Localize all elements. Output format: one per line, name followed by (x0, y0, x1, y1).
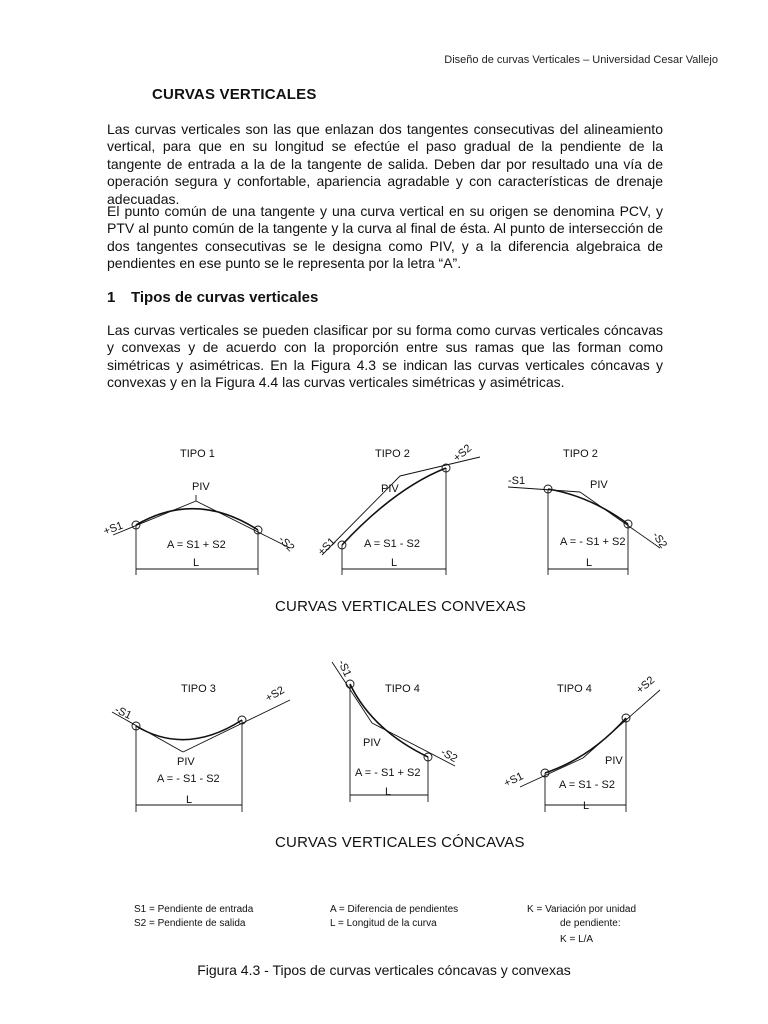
label-s-entry: -S1 (335, 658, 354, 679)
legend-k-line3: K = L/A (560, 934, 594, 945)
label-s-entry: -S1 (112, 703, 134, 722)
label-piv: PIV (192, 481, 210, 493)
page-title: CURVAS VERTICALES (152, 86, 317, 103)
diagram-concave-tipo3 (112, 700, 290, 812)
paragraph-pcv-ptv: El punto común de una tangente y una curva vertical en su origen se denomina PCV, y PTV al punto común de la tangente y la curva al final de ésta. Al punto de intersección de dos tangentes consecutivas se le designa como PIV, y a la diferencia algebraica de pendientes en ese punto se le representa por la letra “A”. (107, 203, 663, 272)
legend-s1: S1 = Pendiente de entrada (134, 904, 254, 915)
label-length: L (193, 557, 200, 569)
convex-heading: CURVAS VERTICALES CONVEXAS (275, 598, 527, 615)
section-number: 1 (107, 289, 116, 306)
label-s-exit: +S2 (634, 674, 658, 697)
diagram-convex-tipo2-a (322, 457, 480, 575)
label-length: L (385, 786, 392, 798)
label-piv: PIV (590, 479, 608, 491)
label-formula: A = - S1 - S2 (157, 773, 220, 785)
legend-a: A = Diferencia de pendientes (330, 904, 459, 915)
diagram-convex-tipo2-b (508, 485, 660, 575)
label-formula: A = S1 - S2 (364, 538, 420, 550)
concave-heading: CURVAS VERTICALES CÓNCAVAS (275, 834, 525, 851)
vertical-curve (136, 509, 258, 530)
running-header: Diseño de curvas Verticales – Universidad Cesar Vallejo (444, 54, 718, 66)
section-title: Tipos de curvas verticales (131, 289, 319, 306)
label-formula: A = S1 + S2 (167, 539, 226, 551)
legend-k-line1: K = Variación por unidad (527, 904, 637, 915)
paragraph-definition: Las curvas verticales son las que enlazan dos tangentes consecutivas del alineamiento vertical, para que en su longitud se efectúe el paso gradual de la pendiente de la tangente de entrada a la de la tangente de salida. Deben dar por resultado una vía de operación segura y confortable, apariencia agradable y con características de drenaje adecuadas. (107, 121, 663, 207)
label-formula: A = - S1 + S2 (355, 767, 421, 779)
figure-legend (134, 904, 636, 945)
paragraph-classification: Las curvas verticales se pueden clasificar por su forma como curvas verticales cóncavas y convexas y de acuerdo con la proporción entre sus ramas que las forman como simétricas y asimétricas. En la Figura 4.3 se indican las curvas verticales cóncavas y convexas y en la Figura 4.4 las curvas verticales simétricas y asimétricas. (107, 322, 663, 391)
label-s-exit: +S2 (451, 442, 475, 465)
legend-k-line2: de pendiente: (560, 918, 621, 929)
tangent-entry (113, 501, 196, 535)
label-type: TIPO 2 (375, 448, 410, 460)
label-piv: PIV (605, 755, 623, 767)
label-length: L (186, 794, 193, 806)
label-s-entry: +S1 (315, 535, 339, 559)
legend-l: L = Longitud de la curva (330, 918, 437, 929)
label-s-exit: -S2 (438, 746, 460, 766)
label-length: L (586, 557, 593, 569)
label-s-entry: -S1 (508, 475, 526, 487)
label-length: L (583, 800, 590, 812)
label-s-exit: -S2 (275, 533, 297, 555)
legend-s2: S2 = Pendiente de salida (134, 918, 246, 929)
label-type: TIPO 4 (557, 683, 592, 695)
label-length: L (391, 557, 398, 569)
label-piv: PIV (363, 737, 381, 749)
label-formula: A = S1 - S2 (559, 779, 615, 791)
diagram-convex-tipo1 (113, 495, 290, 575)
label-s-exit: -S2 (649, 529, 670, 551)
label-s-exit: +S2 (263, 684, 287, 705)
diagram-concave-tipo4-b (520, 690, 660, 812)
label-formula: A = - S1 + S2 (560, 536, 626, 548)
label-piv: PIV (177, 756, 195, 768)
label-s-entry: +S1 (101, 519, 125, 538)
label-type: TIPO 4 (385, 683, 420, 695)
figure-caption: Figura 4.3 - Tipos de curvas verticales cóncavas y convexas (197, 962, 571, 978)
label-type: TIPO 2 (563, 448, 598, 460)
vertical-curve (342, 468, 446, 545)
label-type: TIPO 1 (180, 448, 215, 460)
label-piv: PIV (381, 483, 399, 495)
label-s-entry: +S1 (502, 770, 526, 790)
label-type: TIPO 3 (181, 683, 216, 695)
